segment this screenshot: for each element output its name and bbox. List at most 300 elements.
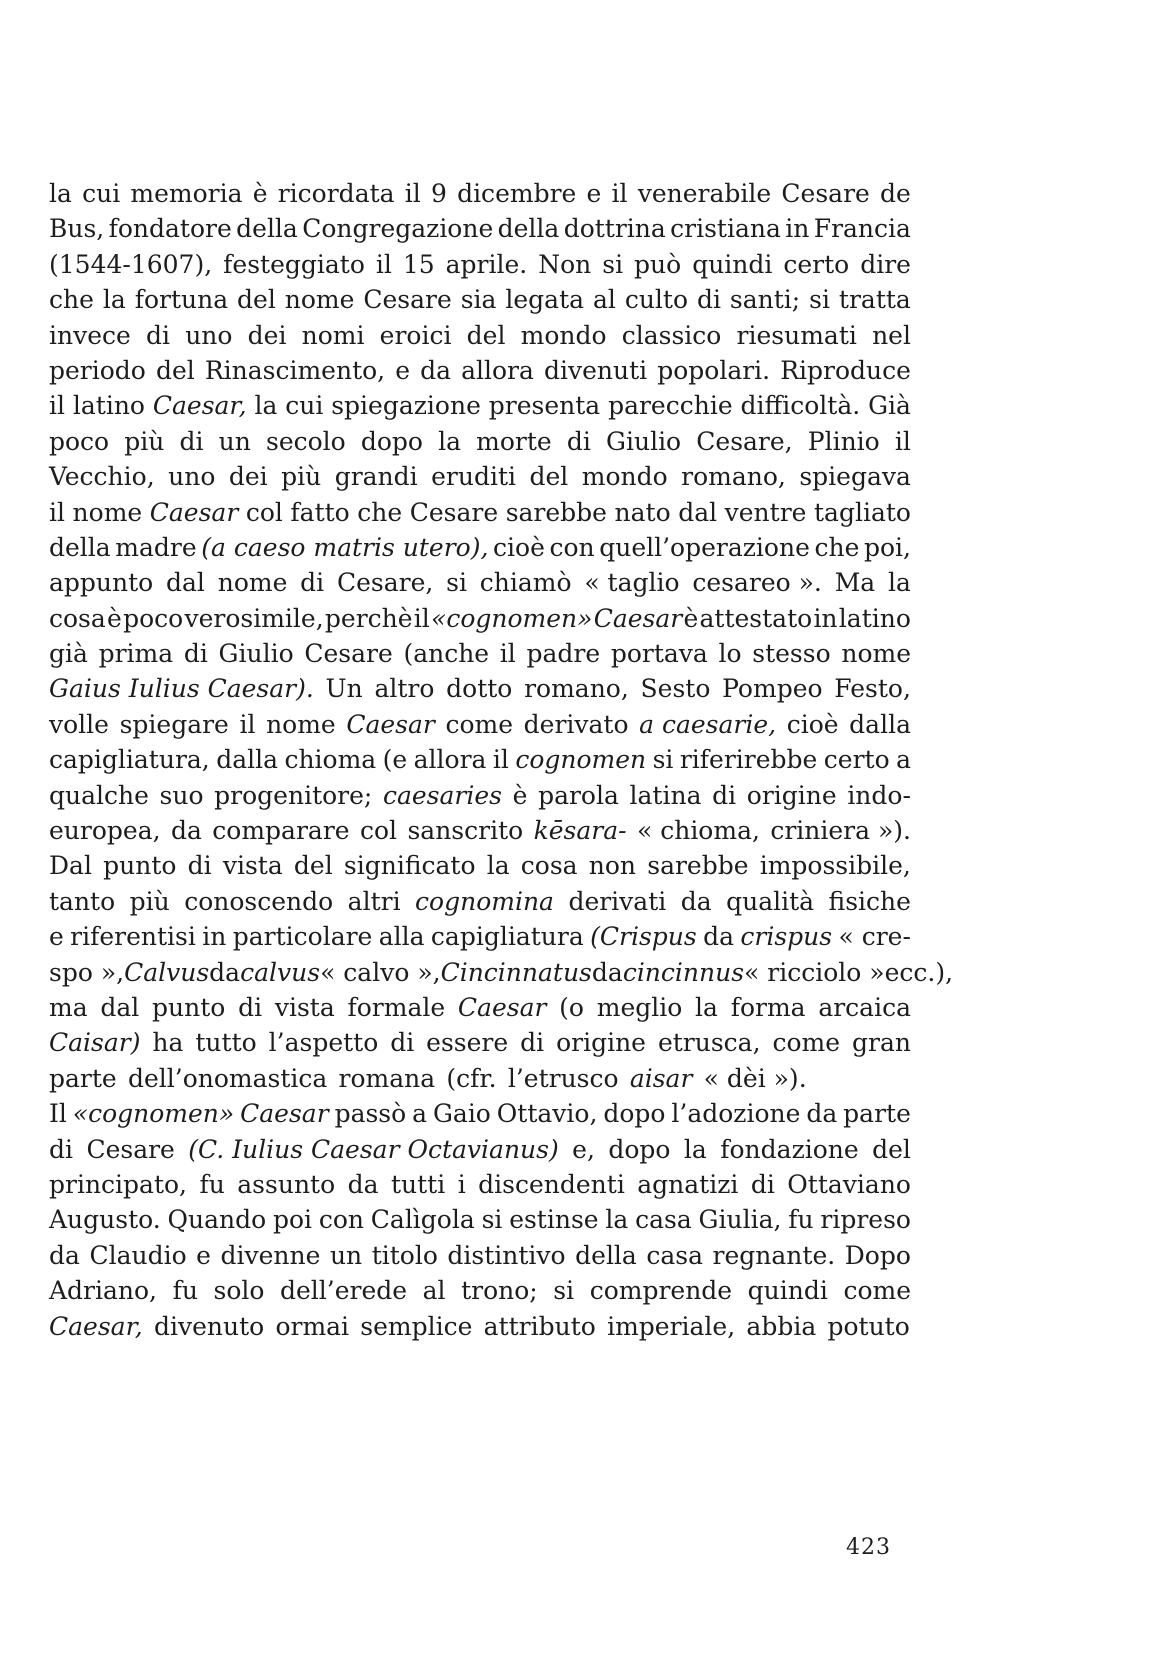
word: il [375, 249, 392, 279]
word: fu [788, 1205, 814, 1235]
text-line [49, 990, 911, 1025]
text-line [49, 955, 954, 990]
word: comprende [589, 1276, 733, 1306]
word: Plinio [807, 426, 880, 456]
word: dopo [603, 1099, 666, 1129]
word: altri [347, 886, 401, 916]
text-line [49, 388, 911, 423]
word: riesumati [736, 320, 857, 350]
word: « chioma, [636, 816, 760, 846]
word: criniera »). [770, 816, 911, 846]
word: essere [426, 1028, 509, 1058]
word: la [254, 391, 278, 421]
word: di [520, 1028, 545, 1058]
word: cui [285, 391, 324, 421]
word: dotto [446, 674, 513, 704]
word: poco [123, 603, 184, 633]
text-line [49, 813, 911, 848]
word: Già [868, 391, 911, 421]
word: nome [284, 285, 355, 315]
word: il [492, 745, 509, 775]
word: come [445, 709, 514, 739]
italic-word: cincinnus [622, 957, 745, 987]
word: del [155, 355, 195, 385]
word: poi, [863, 532, 911, 562]
word: qualità [726, 886, 815, 916]
word: dal [166, 568, 205, 598]
word: chioma [284, 745, 377, 775]
word: è [512, 780, 528, 810]
italic-word: «cognomen» [431, 603, 593, 633]
word: si [481, 1205, 503, 1235]
word: un [218, 426, 251, 456]
word: dalla [849, 709, 911, 739]
word: come [843, 1276, 911, 1306]
word: memoria [130, 179, 243, 208]
word: dei [247, 320, 287, 350]
word: già [49, 639, 88, 669]
word: il [499, 639, 516, 669]
word: (o [559, 992, 584, 1022]
word: cosa [49, 603, 106, 633]
word: la [438, 426, 462, 456]
text-line [49, 1096, 911, 1131]
text-line [49, 282, 911, 317]
word: Gaio [432, 1099, 491, 1129]
word: sarebbe [647, 851, 749, 881]
word: santi; [729, 285, 801, 315]
word: i [457, 1169, 466, 1199]
word: Festo, [834, 674, 911, 704]
word: del [293, 851, 333, 881]
word: il [404, 179, 421, 208]
word: derivato [523, 709, 629, 739]
word: qualche [49, 780, 149, 810]
word: progenitore; [214, 780, 373, 810]
word: l’aspetto [268, 1028, 379, 1058]
text-line [49, 530, 911, 565]
word: trono; [461, 1276, 538, 1306]
word: chiamò [479, 568, 572, 598]
page-number: 423 [846, 1535, 891, 1560]
word: più [281, 462, 322, 492]
word: etrusca, [657, 1028, 761, 1058]
word: formale [347, 992, 446, 1022]
word: il [894, 426, 911, 456]
text-line [49, 424, 911, 459]
word: Rinascimento, [204, 355, 386, 385]
word: Riproduce [780, 355, 911, 385]
word: fu [172, 1276, 198, 1306]
word: europea, [49, 816, 161, 846]
word: riferentisi [70, 922, 196, 952]
word: impossibile, [759, 851, 911, 881]
word: di [390, 1028, 415, 1058]
italic-word: Cincinnatus [440, 957, 592, 987]
word: cesareo ». [692, 568, 822, 598]
word: divenuti [543, 355, 648, 385]
word: Claudio [89, 1240, 187, 1270]
word: dell’erede [280, 1276, 408, 1306]
word: meglio [596, 992, 683, 1022]
word: che [357, 497, 403, 527]
text-line [49, 778, 911, 813]
word: (cfr. [446, 1063, 497, 1093]
word: particolare [232, 922, 373, 952]
italic-word: (Crispus [590, 922, 697, 952]
word: si [553, 1276, 575, 1306]
word: del [466, 320, 506, 350]
text-line [49, 1025, 911, 1060]
word: da [49, 1240, 80, 1270]
word: regnante. [712, 1240, 836, 1270]
word: padre [526, 639, 601, 669]
word: dire [860, 249, 911, 279]
word: fu [199, 1169, 225, 1199]
word: punto [103, 851, 177, 881]
word: che [49, 285, 94, 315]
word: della [49, 532, 111, 562]
text-line [49, 353, 911, 388]
word: alla [378, 922, 425, 952]
word: e [586, 179, 602, 208]
word: Cesare, [336, 568, 434, 598]
text-line [49, 1273, 911, 1308]
word: di [49, 1134, 73, 1164]
word: della [575, 1240, 637, 1270]
word: capigliatura, [49, 745, 210, 775]
word: punto [152, 992, 226, 1022]
word: del [237, 285, 276, 315]
italic-word: Caesar [593, 603, 683, 633]
text-line [49, 707, 911, 742]
word: Ma [834, 568, 876, 598]
word: parola [538, 780, 619, 810]
word: in [813, 603, 838, 633]
italic-word: Caesar [149, 497, 239, 527]
word: e [49, 922, 64, 952]
word: di [696, 285, 721, 315]
word: poco [49, 426, 110, 456]
word: romana [338, 1063, 436, 1093]
word: presenta [488, 391, 601, 421]
word: agnatizi [637, 1169, 739, 1199]
word: nome [217, 568, 288, 598]
word: di [183, 639, 208, 669]
text-line [49, 211, 911, 246]
word: (e [382, 745, 408, 775]
word: del [872, 1134, 911, 1164]
word: Sesto [640, 674, 711, 704]
word: Congregazione [302, 214, 494, 244]
italic-word: (C. Iulius Caesar Octavianus) [188, 1134, 559, 1164]
word: Dopo [844, 1240, 911, 1270]
word: portava [610, 639, 708, 669]
word: cosa [520, 851, 578, 881]
text-line [49, 1238, 911, 1273]
page-body [49, 176, 954, 1344]
word: ma [49, 992, 88, 1022]
word: certo [823, 745, 890, 775]
word: sia [460, 285, 497, 315]
word: attestato [699, 603, 813, 633]
word: spiegare [119, 709, 229, 739]
italic-word: calvus [240, 957, 321, 987]
word: e, [572, 1134, 595, 1164]
word: vista [274, 992, 335, 1022]
word: di [179, 426, 204, 456]
word: con [318, 1205, 364, 1235]
italic-word: a caesarie, [639, 709, 777, 739]
word: si [602, 249, 624, 279]
word: dopo [360, 426, 423, 456]
word: Cesare [304, 639, 393, 669]
word: forma [730, 992, 806, 1022]
word: romano, [681, 462, 786, 492]
word: nomi [301, 320, 365, 350]
word: con [549, 532, 595, 562]
text-line [49, 1132, 911, 1167]
word: poi [272, 1205, 313, 1235]
word: in [202, 922, 227, 952]
word: semplice [360, 1311, 473, 1341]
word: la [49, 179, 72, 208]
italic-word: Caesar [457, 992, 547, 1022]
word: più [129, 886, 170, 916]
word: origine [746, 780, 837, 810]
word: spo », [49, 957, 125, 987]
word: verosimile, [184, 603, 324, 633]
italic-word: kēsara- [533, 816, 627, 846]
word: Ottavio, [496, 1099, 598, 1129]
word: sarebbe [505, 497, 607, 527]
word: invece [49, 320, 131, 350]
word: Calìgola [370, 1205, 475, 1235]
word: mondo [581, 462, 668, 492]
word: al [592, 285, 616, 315]
word: cui [82, 179, 121, 208]
word: cristiana [670, 214, 781, 244]
text-line [49, 742, 911, 777]
italic-word: Caisar) [49, 1028, 141, 1058]
word: più [124, 426, 165, 456]
word: venerabile [637, 179, 772, 208]
word: uno [168, 462, 216, 492]
word: derivati [568, 886, 667, 916]
text-line [49, 176, 911, 211]
word: di [566, 426, 591, 456]
word: la [486, 851, 510, 881]
word: madre [115, 532, 197, 562]
word: « dèi »). [703, 1063, 807, 1093]
word: de [880, 179, 911, 208]
word: ha [152, 1028, 184, 1058]
word: (1544-1607), [49, 249, 213, 279]
word: e [196, 1240, 211, 1270]
word: nome [841, 639, 911, 669]
word: Pompeo [722, 674, 823, 704]
text-line [49, 884, 911, 919]
text-line [49, 247, 911, 282]
word: latino [72, 391, 145, 421]
word: della [236, 214, 298, 244]
word: titolo [371, 1240, 438, 1270]
word: dei [228, 462, 268, 492]
word: dell’onomastica [127, 1063, 328, 1093]
word: ripreso [820, 1205, 911, 1235]
word: latino [838, 603, 911, 633]
italic-word: cognomina [415, 886, 554, 916]
word: tratta [838, 285, 911, 315]
word: attributo [483, 1311, 596, 1341]
word: imperiale, [607, 1311, 736, 1341]
word: Quando [167, 1205, 267, 1235]
word: si [446, 568, 467, 598]
word: dopo [608, 1134, 671, 1164]
word: di [146, 320, 170, 350]
word: di [750, 1169, 775, 1199]
text-line [49, 1167, 911, 1202]
word: suo [159, 780, 204, 810]
italic-word: Caesar [346, 709, 435, 739]
word: Vecchio, [49, 462, 155, 492]
word: nome [266, 709, 336, 739]
word: aprile. [445, 249, 528, 279]
word: la [695, 992, 718, 1022]
text-line [49, 1202, 911, 1237]
text-line [49, 601, 911, 636]
word: da [703, 922, 734, 952]
word: la [683, 1134, 707, 1164]
italic-word: Calvus [124, 957, 210, 987]
word: da [209, 957, 241, 987]
word: lo [718, 639, 742, 669]
word: 9 [430, 179, 447, 208]
word: secolo [265, 426, 346, 456]
word: divenuto [153, 1311, 265, 1341]
text-line [49, 565, 911, 600]
word: potuto [827, 1311, 910, 1341]
word: della [497, 214, 560, 244]
word: divenne [220, 1240, 321, 1270]
word: estinse [509, 1205, 599, 1235]
word: di [300, 568, 325, 598]
word: da [806, 1099, 838, 1129]
word: può [634, 249, 682, 279]
word: « calvo », [320, 957, 441, 987]
word: eroici [379, 320, 452, 350]
word: nato [614, 497, 671, 527]
word: mondo [520, 320, 607, 350]
italic-word: caesaries [382, 780, 502, 810]
word: allora [413, 745, 487, 775]
word: riferirebbe [679, 745, 818, 775]
word: « cre- [838, 922, 911, 952]
italic-word: aisar [629, 1063, 693, 1093]
word: Un [325, 674, 363, 704]
word: fisiche [828, 886, 911, 916]
word: si [809, 285, 830, 315]
word: l’adozione [671, 1099, 801, 1129]
word: spiegazione [331, 391, 481, 421]
word: quell’operazione [599, 532, 810, 562]
word: dottrina [563, 214, 666, 244]
word: Ottaviano [787, 1169, 911, 1199]
word: Giulia, [698, 1205, 782, 1235]
text-line [49, 1309, 911, 1344]
word: il [49, 497, 65, 527]
word: vista [222, 851, 283, 881]
word: legata [505, 285, 585, 315]
word: fortuna [134, 285, 229, 315]
word: quindi [747, 1276, 828, 1306]
italic-word: Caesar [240, 1099, 329, 1129]
word: fatto [290, 497, 350, 527]
word: in [785, 214, 810, 244]
word: significato [343, 851, 476, 881]
word: stesso [752, 639, 831, 669]
word: tanto [49, 886, 116, 916]
word: è [252, 179, 268, 208]
word: Giulio [218, 639, 294, 669]
word: cioè [493, 532, 545, 562]
word: volle [49, 709, 109, 739]
word: certo [783, 249, 850, 279]
word: Adriano, [49, 1276, 158, 1306]
word: che [814, 532, 860, 562]
word: un [329, 1240, 363, 1270]
word: a [412, 1099, 428, 1129]
word: il [239, 709, 256, 739]
text-line [49, 318, 911, 353]
word: Cesare [363, 285, 452, 315]
word: del [529, 462, 569, 492]
word: ecc.), [884, 957, 954, 987]
word: la [102, 285, 126, 315]
word: conoscendo [184, 886, 334, 916]
word: appunto [49, 568, 154, 598]
italic-word: cognomen [515, 745, 647, 775]
word: grandi [334, 462, 418, 492]
text-line [49, 636, 911, 671]
word: origine [556, 1028, 646, 1058]
word: latina [629, 780, 702, 810]
word: la [605, 1205, 629, 1235]
word: il [413, 603, 430, 633]
word: allora [461, 355, 534, 385]
word: Cesare, [696, 426, 793, 456]
word: da [591, 957, 623, 987]
word: (anche [403, 639, 490, 669]
italic-word: (a caeso matris utero), [201, 532, 489, 562]
word: col [245, 497, 283, 527]
word: assunto [237, 1169, 336, 1199]
word: nel [872, 320, 911, 350]
word: spiegava [799, 462, 911, 492]
word: principato, [49, 1169, 188, 1199]
word: abbia [746, 1311, 817, 1341]
word: da [170, 816, 202, 846]
word: difficoltà. [740, 391, 861, 421]
word: Cesare [781, 179, 870, 208]
word: tutto [195, 1028, 257, 1058]
word: al [422, 1276, 446, 1306]
word: si [652, 745, 674, 775]
word: Francia [813, 214, 911, 244]
italic-word: Caesar, [152, 391, 247, 421]
word: classico [621, 320, 722, 350]
word: casa [646, 1240, 704, 1270]
